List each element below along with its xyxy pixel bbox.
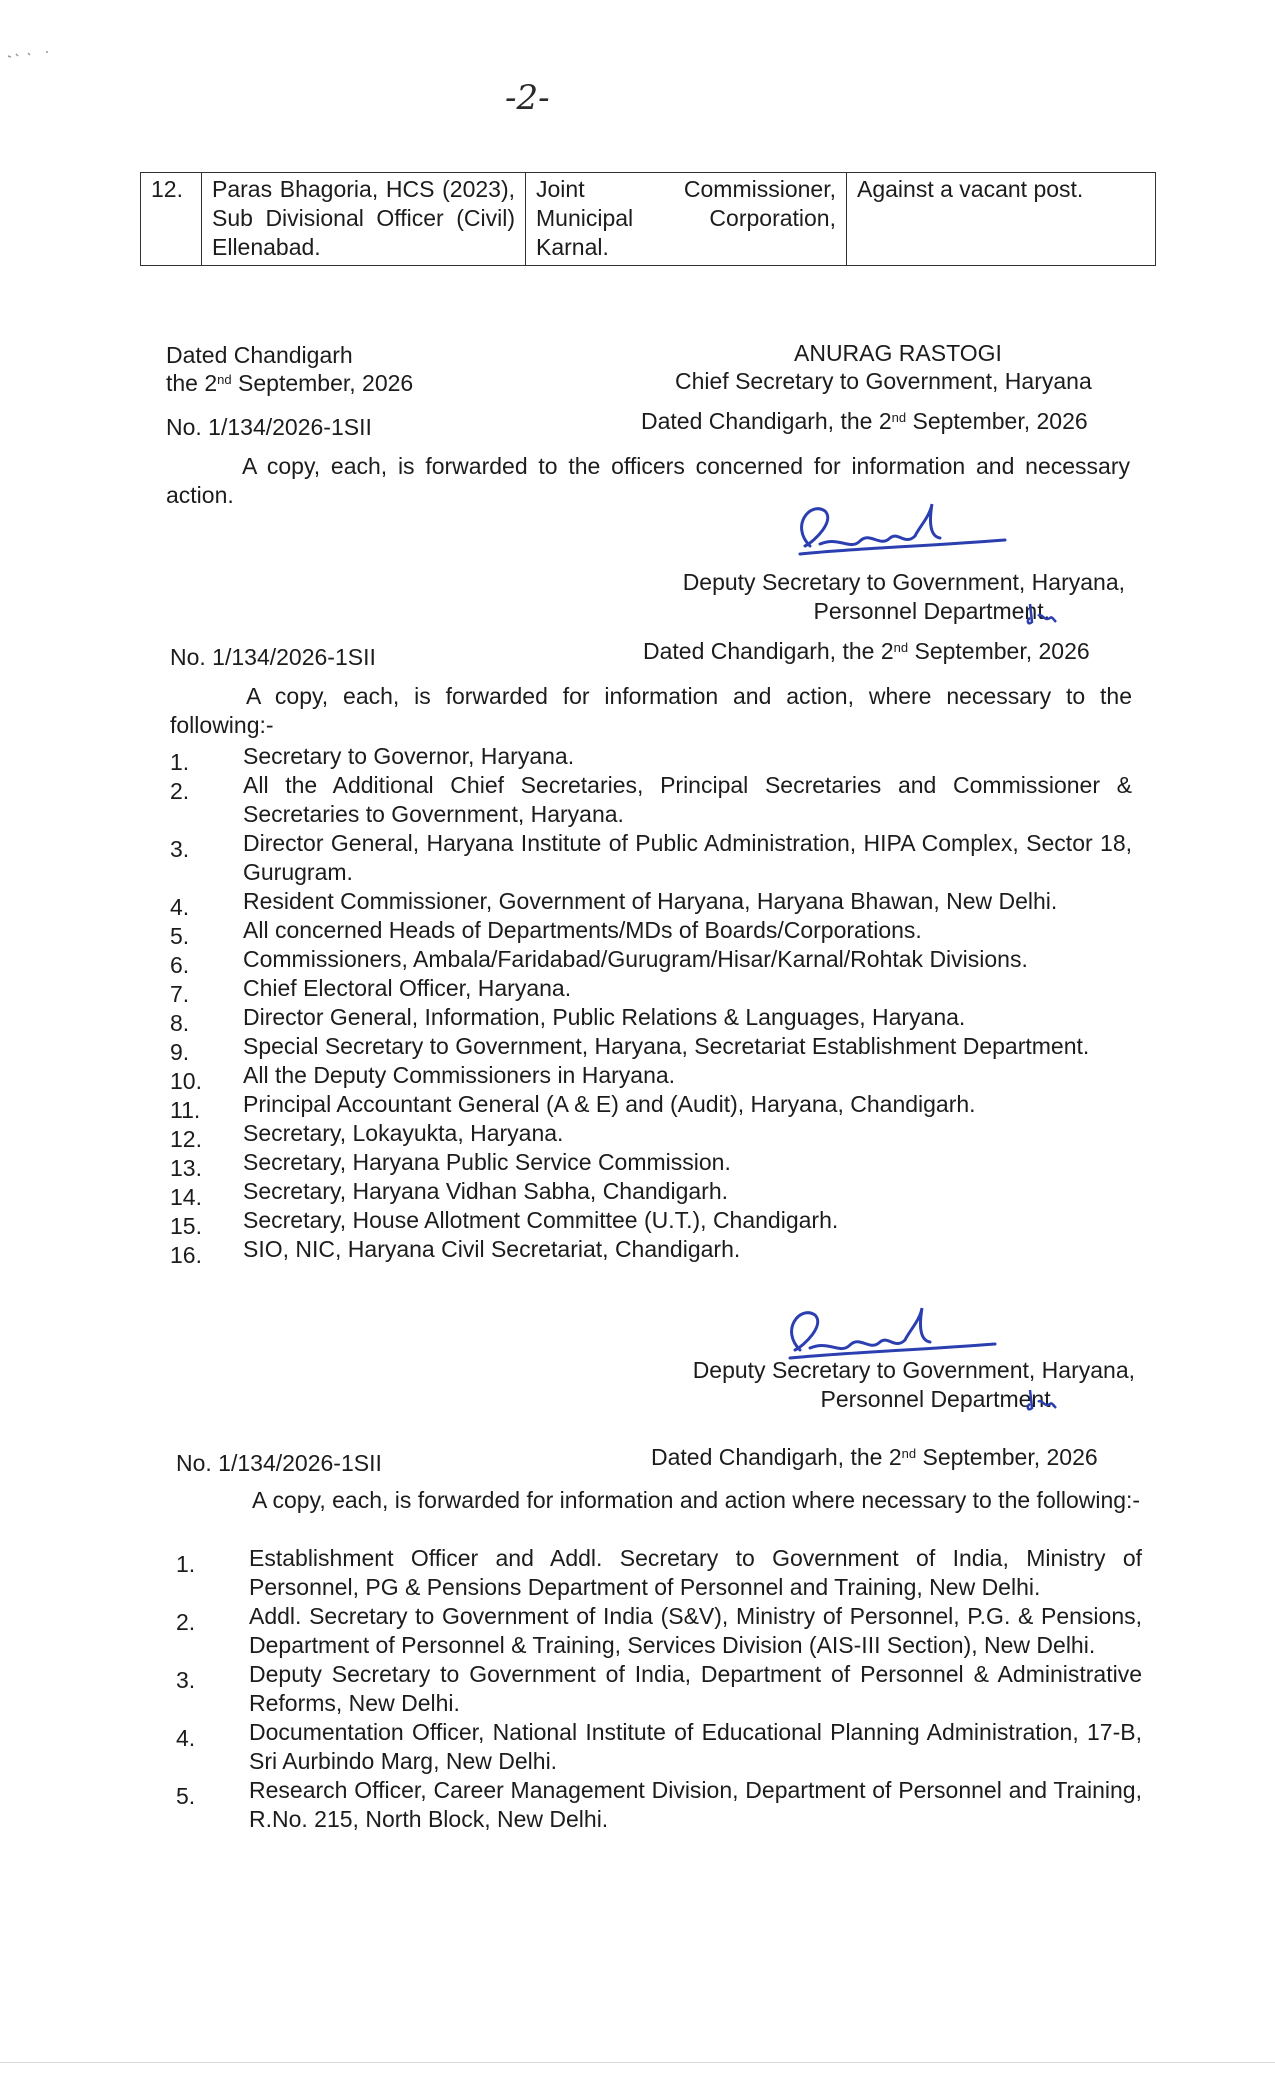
list-item-number: 16. xyxy=(170,1242,202,1268)
list-item-text: Resident Commissioner, Government of Haryana, Haryana Bhawan, New Delhi. xyxy=(243,888,1058,914)
initials-2 xyxy=(1024,1384,1058,1421)
list-item-number: 5. xyxy=(176,1783,196,1809)
order-dated-place: Dated Chandigarh xyxy=(166,342,353,368)
handwritten-signature-icon xyxy=(780,496,1010,566)
posting-table xyxy=(140,172,1156,266)
list-item xyxy=(170,771,1132,829)
list-item-number: 6. xyxy=(170,952,190,978)
list-item-text: Principal Accountant General (A & E) and (Audit), Haryana, Chandigarh. xyxy=(243,1091,976,1117)
list-item-number: 7. xyxy=(170,981,190,1007)
list-item xyxy=(176,1776,1142,1834)
list-item xyxy=(170,916,1132,949)
endorsement1-date-sup: nd xyxy=(891,410,907,425)
endorsement1-date-rest: September, 2026 xyxy=(906,408,1088,434)
order-date xyxy=(166,368,413,398)
list-item-text: Documentation Officer, National Institute of Educational Planning Administration, 17-B, Sri Aurbindo Marg, New Delhi. xyxy=(249,1719,1142,1774)
endorsement3-date-rest: September, 2026 xyxy=(916,1444,1098,1470)
list-item xyxy=(170,1090,1132,1123)
endorsement1-date xyxy=(641,406,1088,436)
list-item-number: 13. xyxy=(170,1155,202,1181)
initials-icon xyxy=(1024,598,1058,630)
scan-mark xyxy=(6,48,66,62)
endorsement1-sign-line1: Deputy Secretary to Government, Haryana, xyxy=(682,569,1125,595)
list-item-number: 4. xyxy=(170,894,190,920)
endorsement3-date xyxy=(651,1442,1098,1472)
list-item-text: Secretary, Haryana Public Service Commission. xyxy=(243,1149,731,1175)
list-item xyxy=(170,1177,1132,1210)
list-item-text: Research Officer, Career Management Division, Department of Personnel and Training, R.No. 215, North Block, New Delhi. xyxy=(249,1777,1142,1832)
endorsement2-date-prefix: Dated Chandigarh, the 2 xyxy=(643,638,894,664)
signature-1 xyxy=(780,496,1010,571)
list-item xyxy=(176,1660,1142,1718)
list-item xyxy=(170,1061,1132,1094)
list-item-text: Deputy Secretary to Government of India, Department of Personnel & Administrative Reforms, New Delhi. xyxy=(249,1661,1142,1716)
endorsement1-date-prefix: Dated Chandigarh, the 2 xyxy=(641,408,892,434)
list-item-text: Director General, Information, Public Relations & Languages, Haryana. xyxy=(243,1004,966,1030)
list-item-number: 10. xyxy=(170,1068,202,1094)
list-item xyxy=(170,945,1132,978)
list-item xyxy=(170,1003,1132,1036)
list-item-number: 11. xyxy=(170,1097,201,1123)
list-item-text: Secretary, Lokayukta, Haryana. xyxy=(243,1120,564,1146)
endorsement1-paragraph: A copy, each, is forwarded to the officers concerned for information and necessary action. xyxy=(166,453,1130,508)
list-item-number: 3. xyxy=(176,1667,196,1693)
list-item xyxy=(170,974,1132,1007)
remarks-cell: Against a vacant post. xyxy=(847,173,1156,266)
endorsement2-date-rest: September, 2026 xyxy=(908,638,1090,664)
list-item-text: Addl. Secretary to Government of India (S&V), Ministry of Personnel, P.G. & Pensions, Department of Personnel & Training, Services Division (AIS-III Section), New Delhi. xyxy=(249,1603,1142,1658)
list-item xyxy=(176,1544,1142,1602)
list-item-text: All the Deputy Commissioners in Haryana. xyxy=(243,1062,676,1088)
page-number: -2- xyxy=(505,78,550,118)
list-item-text: All concerned Heads of Departments/MDs of Boards/Corporations. xyxy=(243,917,922,943)
list-item xyxy=(170,742,1132,775)
initials-icon xyxy=(1024,1384,1058,1416)
list-item-text: Director General, Haryana Institute of Public Administration, HIPA Complex, Sector 18, Gurugram. xyxy=(243,830,1132,885)
endorsement2-signature-block xyxy=(630,1356,1135,1414)
list-item-text: Secretary, House Allotment Committee (U.T.), Chandigarh. xyxy=(243,1207,839,1233)
list-item-number: 1. xyxy=(170,749,190,775)
endorsement2-paragraph: A copy, each, is forwarded for information and action, where necessary to the following:- xyxy=(170,683,1132,738)
list-item xyxy=(170,1235,1132,1268)
endorsement2-date-sup: nd xyxy=(893,640,909,655)
list-item-number: 3. xyxy=(170,836,190,862)
list-item-text: Chief Electoral Officer, Haryana. xyxy=(243,975,572,1001)
list-item-text: Secretary, Haryana Vidhan Sabha, Chandigarh. xyxy=(243,1178,729,1204)
list-item-text: All the Additional Chief Secretaries, Principal Secretaries and Commissioner & Secretaries to Government, Haryana. xyxy=(243,772,1132,827)
page-bottom-edge xyxy=(0,2062,1275,2063)
order-date-rest: September, 2026 xyxy=(231,370,414,396)
order-date-prefix: the 2 xyxy=(166,370,218,396)
recipient-list-india xyxy=(176,1544,1142,1834)
endorsement2-date xyxy=(643,636,1090,666)
list-item xyxy=(176,1602,1142,1660)
table-row xyxy=(141,173,1156,266)
list-item-number: 8. xyxy=(170,1010,190,1036)
list-item-text: Special Secretary to Government, Haryana, Secretariat Establishment Department. xyxy=(243,1033,1090,1059)
signatory-name: ANURAG RASTOGI xyxy=(794,340,1002,366)
list-item xyxy=(170,1119,1132,1152)
endorsement2-number: No. 1/134/2026-1SII xyxy=(170,644,376,670)
endorsement2-sign-line2: Personnel Department. xyxy=(820,1386,1057,1412)
list-item-number: 15. xyxy=(170,1213,202,1239)
order-date-sup: nd xyxy=(217,372,232,387)
list-item-number: 14. xyxy=(170,1184,202,1210)
endorsement1-sign-line2: Personnel Department. xyxy=(813,598,1050,624)
list-item xyxy=(176,1718,1142,1776)
list-item-number: 5. xyxy=(170,923,190,949)
list-item xyxy=(170,1032,1132,1065)
list-item-text: Establishment Officer and Addl. Secretary to Government of India, Ministry of Personnel, PG & Pensions Department of Personnel and Training, New Delhi. xyxy=(249,1545,1142,1600)
endorsement3-date-prefix: Dated Chandigarh, the 2 xyxy=(651,1444,902,1470)
list-item xyxy=(170,1206,1132,1239)
list-item-text: Commissioners, Ambala/Faridabad/Gurugram/Hisar/Karnal/Rohtak Divisions. xyxy=(243,946,1028,972)
endorsement3-number: No. 1/134/2026-1SII xyxy=(176,1450,382,1476)
row-number: 12. xyxy=(141,173,202,266)
list-item-number: 12. xyxy=(170,1126,202,1152)
list-item-number: 9. xyxy=(170,1039,190,1065)
list-item-text: Secretary to Governor, Haryana. xyxy=(243,743,575,769)
posting-cell: Joint Commissioner, Municipal Corporation, Karnal. xyxy=(526,173,847,266)
list-item-text: SIO, NIC, Haryana Civil Secretariat, Chandigarh. xyxy=(243,1236,741,1262)
list-item-number: 4. xyxy=(176,1725,196,1751)
list-item-number: 1. xyxy=(176,1551,196,1577)
endorsement2-text xyxy=(170,682,1132,740)
list-item xyxy=(170,887,1132,920)
officer-name-cell: Paras Bhagoria, HCS (2023), Sub Divisional Officer (Civil) Ellenabad. xyxy=(202,173,526,266)
scan-speck-icon xyxy=(6,48,66,62)
endorsement3-paragraph: A copy, each, is forwarded for information and action where necessary to the following:- xyxy=(252,1487,1141,1513)
endorsement1-number: No. 1/134/2026-1SII xyxy=(166,414,372,440)
endorsement3-text xyxy=(176,1486,1142,1515)
list-item xyxy=(170,829,1132,887)
initials-1 xyxy=(1024,598,1058,635)
signatory-title: Chief Secretary to Government, Haryana xyxy=(675,368,1092,394)
recipient-list-state xyxy=(170,742,1132,1268)
list-item-number: 2. xyxy=(170,778,190,804)
endorsement2-sign-line1: Deputy Secretary to Government, Haryana, xyxy=(692,1357,1135,1383)
list-item-number: 2. xyxy=(176,1609,196,1635)
list-item xyxy=(170,1148,1132,1181)
endorsement3-date-sup: nd xyxy=(901,1446,917,1461)
